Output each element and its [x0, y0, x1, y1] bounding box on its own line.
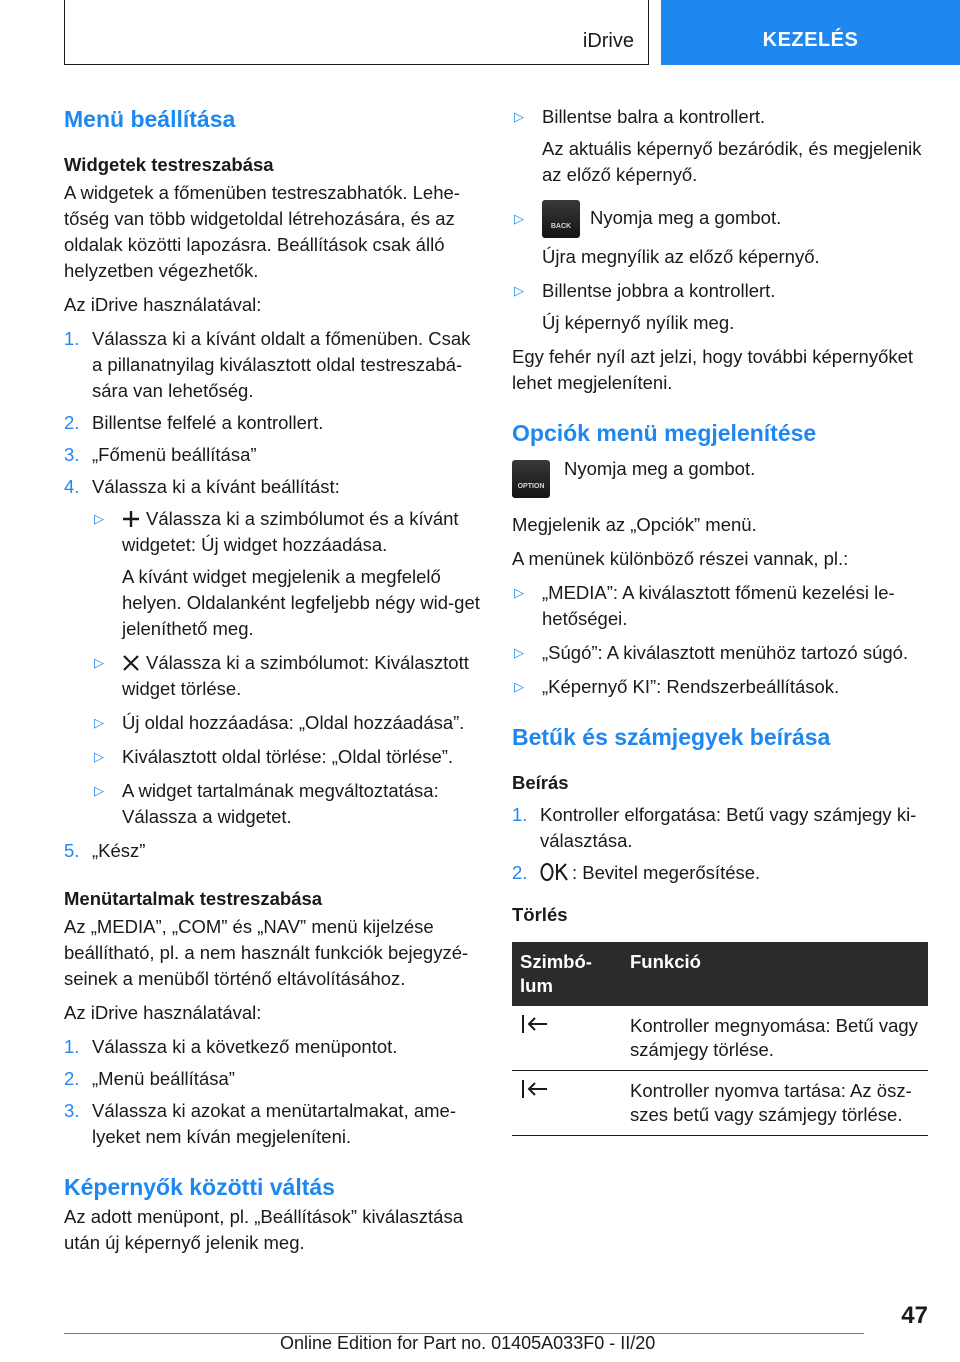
footer-edition: Online Edition for Part no. 01405A033F0 - II/20: [280, 1333, 656, 1353]
list-item: ▷ BACK Nyomja meg a gombot. Újra megnyílik az előző képernyő.: [512, 200, 930, 270]
list-item: ▷ Billentse balra a kontrollert. Az aktuális képernyő bezáródik, és megjelenik az előző képernyő.: [514, 106, 922, 185]
header-section-title: iDrive: [582, 30, 634, 52]
bullet-triangle-icon: ▷: [514, 585, 524, 600]
left-column: [64, 100, 482, 1264]
table-row: [512, 1071, 928, 1136]
widget-customize-subheading: Widgetek testreszabása: [64, 154, 274, 175]
table-header-symbol: Szimbó-lum: [512, 942, 622, 1006]
controller-bullets-list: [512, 104, 930, 336]
widget-steps-list: [64, 326, 482, 864]
bullet-triangle-icon: ▷: [514, 645, 524, 660]
options-menu-heading: Opciók menü megjelenítése: [512, 420, 817, 446]
setting-options-list: [92, 506, 482, 830]
bullet-triangle-icon: ▷: [514, 283, 524, 298]
bullet-triangle-icon: ▷: [94, 511, 104, 526]
idrive-usage-label: Az iDrive használatával:: [64, 294, 262, 315]
list-item: ▷ „Képernyő KI”: Rendszerbeállítások.: [512, 674, 930, 700]
bullet-triangle-icon: ▷: [94, 655, 104, 670]
list-item: ▷ Kiválasztott oldal törlése: „Oldal törlése”.: [92, 744, 482, 770]
list-item: ▷ „MEDIA”: A kiválasztott főmenü kezelési le-hetőségei.: [514, 582, 895, 629]
list-item: 2. : Bevitel megerősítése.: [512, 862, 761, 883]
delete-subheading: Törlés: [512, 904, 568, 925]
list-item: 4. Válassza ki a kívánt beállítást: ▷ Válassza ki a szimbólumot és a kívánt widgetet: Új widget hozzáadása. A kívánt widget megjelenik a megfelelő helyen. Oldalanként legfeljebb négy wid-get jeleníthető meg. ▷ Válassza ki a szimbólumot: Kiválasztott widget törlése. ▷ Új oldal hozzáadása: „Oldal hozzáadása”. ▷ Kiválasztott oldal törlése: „Oldal törlése”. ▷ A widget tartalmának megváltoztatása: Válassza a widgetet.: [64, 474, 482, 830]
close-icon: [122, 654, 140, 672]
options-parts-text: A menünek különböző részei vannak, pl.:: [512, 548, 849, 569]
list-item: 5. „Kész”: [64, 840, 146, 861]
idrive-usage-label: Az iDrive használatával:: [64, 1002, 262, 1023]
list-item: ▷ Billentse jobbra a kontrollert. Új képernyő nyílik meg.: [514, 280, 776, 333]
menu-content-description: Az „MEDIA”, „COM” és „NAV” menü kijelzése beállítható, pl. a nem használt funkciók bejegyzé-seinek a menüből történő eltávolításához.: [64, 916, 469, 989]
list-item: 1. Kontroller elforgatása: Betű vagy számjegy ki-választása.: [512, 804, 917, 851]
list-item: ▷ Válassza ki a szimbólumot: Kiválasztott widget törlése.: [94, 652, 469, 699]
table-row: [512, 1006, 928, 1071]
table-header-row: [512, 942, 928, 1006]
list-item: ▷ Új oldal hozzáadása: „Oldal hozzáadása”.: [92, 710, 482, 736]
list-item: 1. Válassza ki a kívánt oldalt a főmenüben. Csak a pillanatnyilag kiválasztott oldal testreszabá-sára van lehetőség.: [64, 328, 471, 401]
arrow-note: Egy fehér nyíl azt jelzi, hogy további képernyőket lehet megjeleníteni.: [512, 346, 914, 393]
header-chapter-title: KEZELÉS: [762, 29, 859, 51]
options-shown-text: Megjelenik az „Opciók” menü.: [512, 514, 757, 535]
menu-content-steps-list: [64, 1034, 482, 1150]
table-cell: Kontroller megnyomása: Betű vagy számjegy törlése.: [622, 1006, 928, 1071]
table-header-function: Funkció: [622, 942, 928, 1006]
options-parts-list: [512, 580, 930, 700]
list-item: 2. Billentse felfelé a kontrollert.: [64, 412, 324, 433]
list-item: 2. „Menü beállítása”: [64, 1068, 235, 1089]
delete-symbol-table: [512, 942, 928, 1136]
table-cell: Kontroller nyomva tartása: Az ösz-szes betű vagy számjegy törlése.: [622, 1071, 928, 1136]
bullet-triangle-icon: ▷: [94, 715, 104, 730]
list-item: 1. Válassza ki a következő menüpontot.: [64, 1036, 398, 1057]
menu-settings-heading: Menü beállítása: [64, 106, 236, 132]
list-item: ▷ „Súgó”: A kiválasztott menühöz tartozó súgó.: [512, 640, 930, 666]
list-item: ▷ Válassza ki a szimbólumot és a kívánt widgetet: Új widget hozzáadása. A kívánt widget megjelenik a megfelelő helyen. Oldalanként legfeljebb négy wid-get jeleníthető meg.: [94, 508, 480, 639]
options-press-text: Nyomja meg a gombot.: [564, 458, 756, 479]
bullet-triangle-icon: ▷: [94, 783, 104, 798]
delete-arrow-icon: [520, 1014, 550, 1034]
delete-arrow-icon: [520, 1079, 550, 1099]
bullet-triangle-icon: ▷: [514, 679, 524, 694]
ok-icon: [540, 862, 570, 882]
header-chapter-tab: [661, 0, 960, 65]
plus-icon: [122, 510, 140, 528]
options-press-row: [512, 456, 930, 498]
back-button-icon: BACK: [542, 200, 580, 238]
header-section-box: [64, 0, 649, 65]
bullet-triangle-icon: ▷: [514, 211, 524, 226]
screen-switch-heading: Képernyők közötti váltás: [64, 1174, 335, 1200]
widget-description: A widgetek a főmenüben testreszabhatók. Lehe-tőség van több widgetoldal létrehozására, és az oldalak közötti lapozásra. Beállítások csak álló helyzetben végezhetők.: [64, 182, 460, 281]
bullet-triangle-icon: ▷: [514, 109, 524, 124]
menu-content-subheading: Menütartalmak testreszabása: [64, 888, 323, 909]
page-number: 47: [901, 1302, 928, 1329]
list-item: 3. „Főmenü beállítása”: [64, 444, 257, 465]
right-column: [512, 100, 930, 1136]
list-item: 3. Válassza ki azokat a menütartalmakat, ame-lyeket nem kíván megjeleníteni.: [64, 1100, 456, 1147]
bullet-triangle-icon: ▷: [94, 749, 104, 764]
list-item: ▷ A widget tartalmának megváltoztatása: Válassza a widgetet.: [94, 780, 439, 827]
letters-numbers-heading: Betűk és számjegyek beírása: [512, 724, 831, 750]
entry-steps-list: [512, 802, 930, 886]
screen-switch-description: Az adott menüpont, pl. „Beállítások” kiválasztása után új képernyő jelenik meg.: [64, 1206, 463, 1253]
entry-subheading: Beírás: [512, 772, 569, 793]
option-button-icon: OPTION: [512, 460, 550, 498]
